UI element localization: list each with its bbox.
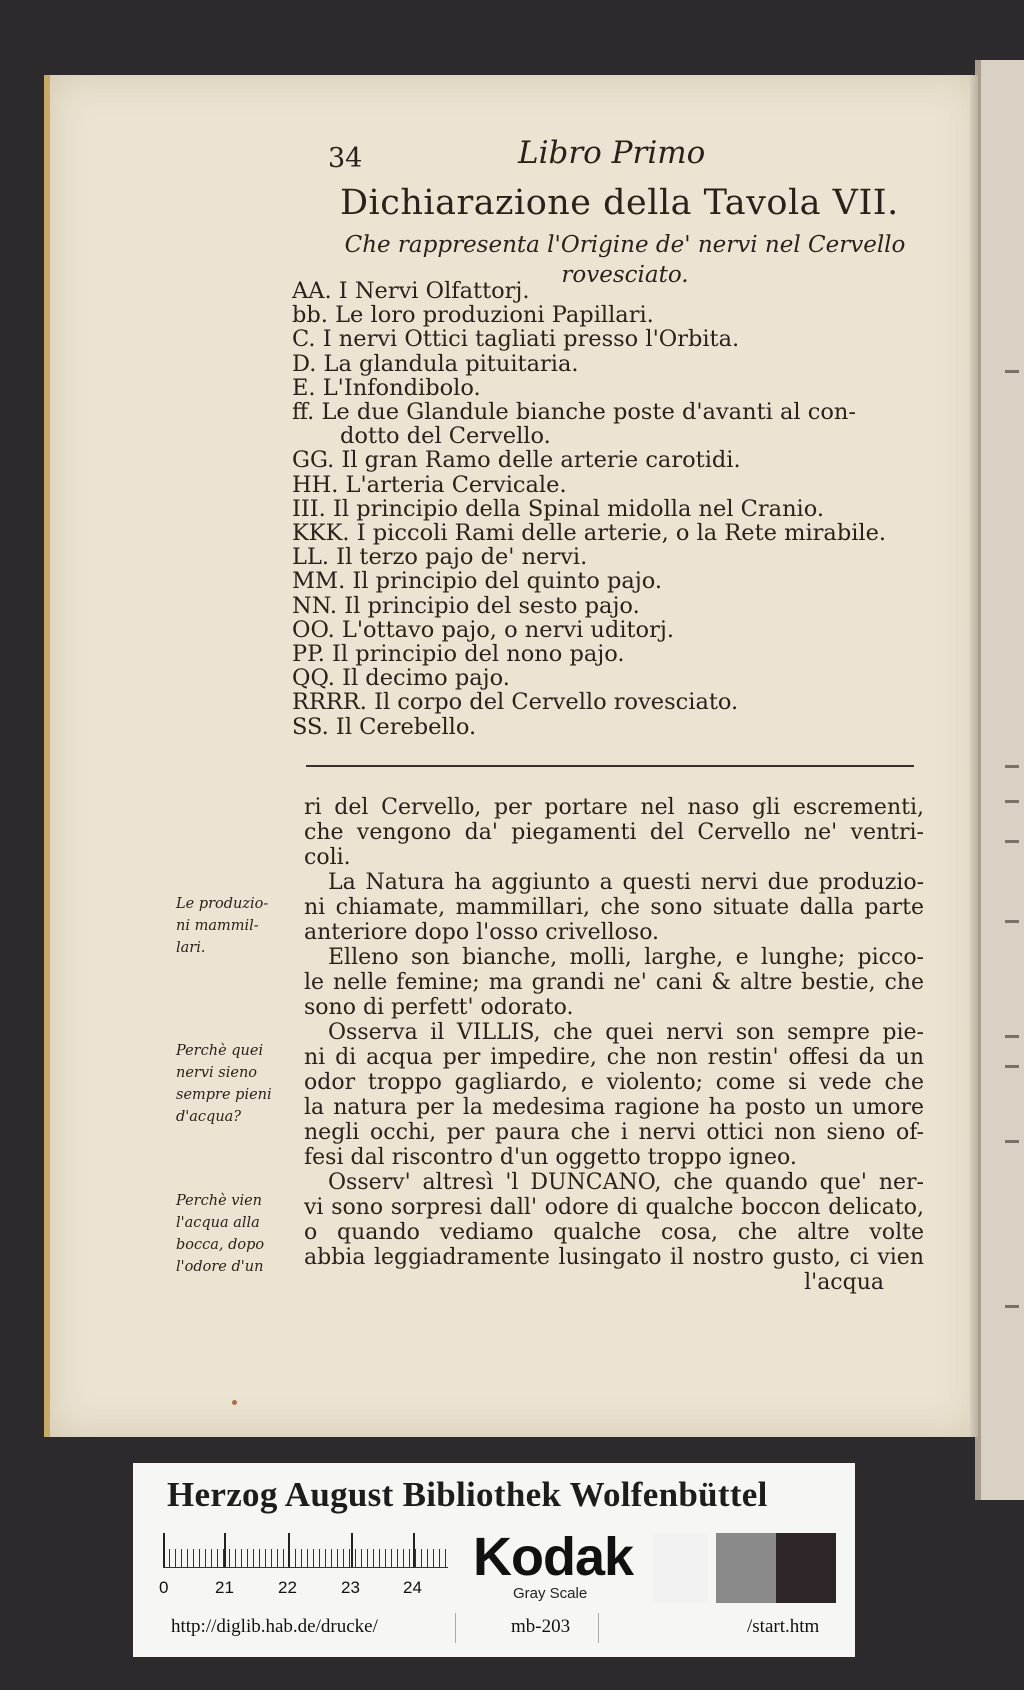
text-line: Osserva il VILLIS, che quei nervi son sempre pie- [328,1020,924,1045]
text-line: sono di perfett' odorato. [304,995,574,1020]
margin-note: Perchè vien l'acqua alla bocca, dopo l'odore d'un [176,1193,265,1275]
legend-item: AA. I Nervi Olfattorj. [292,278,530,304]
text-line: La Natura ha aggiunto a questi nervi due produzio- [328,870,924,895]
library-label: Herzog August Bibliothek Wolfenbüttel [167,1475,768,1514]
plate-subtitle: Che rappresenta l'Origine de' nervi nel Cervello rovesciato. [344,232,906,288]
ruler-label: 23 [341,1578,360,1597]
legend-item: MM. Il principio del quinto pajo. [292,568,663,595]
plate-title: Dichiarazione della Tavola VII. [340,183,899,223]
legend-item: bb. Le loro produzioni Papillari. [292,302,654,329]
text-line: anteriore dopo l'osso crivelloso. [304,920,660,945]
bleed-mark [1005,920,1019,923]
bleed-mark [1005,1035,1019,1038]
legend-item: C. I nervi Ottici tagliati presso l'Orbita. [292,326,740,353]
text-line: la natura per la medesima ragione ha posto un umore [304,1095,924,1120]
ruler-label: 22 [278,1578,297,1597]
text-line: odor troppo gagliardo, e violento; come si vede che [304,1070,924,1095]
legend-item: HH. L'arteria Cervicale. [292,471,567,498]
ruler-label: 24 [403,1578,422,1597]
legend-item: LL. Il terzo pajo de' nervi. [292,544,588,571]
text-line: Osserv' altresì 'l DUNCANO, che quando que' ner- [328,1170,924,1195]
ruler-tick [351,1533,353,1567]
legend-item: ff. Le due Glandule bianche poste d'avanti al con- [292,399,856,426]
text-line: coli. [304,845,351,870]
book-page [44,75,978,1437]
adjacent-page-edge [975,60,1024,1500]
ruler-tick [288,1533,290,1567]
legend-item: RRRR. Il corpo del Cervello rovesciato. [292,689,739,716]
legend-item: III. Il principio della Spinal midolla nel Cranio. [292,495,825,522]
page-header [50,135,978,175]
gray-patch-black [776,1533,836,1603]
divider [455,1613,456,1643]
ruler [159,1533,448,1597]
gray-patch-white [653,1533,708,1603]
shelfmark: mb-203 [511,1616,571,1637]
brand-logo: Kodak [473,1527,634,1587]
body-text [304,795,924,1295]
text-line: vi sono sorpresi dall' odore di qualche boccon delicato, [304,1195,924,1220]
legend-item: SS. Il Cerebello. [292,713,477,740]
text-line: fesi dal riscontro d'un oggetto troppo igneo. [304,1145,797,1170]
legend-item: NN. Il principio del sesto pajo. [292,592,640,619]
legend-item: KKK. I piccoli Rami delle arterie, o la Rete mirabile. [292,520,887,547]
text-line: ri del Cervello, per portare nel naso gli escrementi, [304,795,924,820]
ink-spot [232,1400,237,1405]
running-title: Libro Primo [518,135,706,171]
ruler-label: 0 [159,1578,169,1597]
url-right: /start.htm [747,1616,820,1637]
bleed-mark [1005,1140,1019,1143]
gray-patch-mid [716,1533,776,1603]
legend-item: E. L'Infondibolo. [292,374,481,401]
text-line: o quando vediamo qualche cosa, che altre volte [304,1220,924,1245]
catchword: l'acqua [804,1270,884,1295]
bleed-mark [1005,765,1019,768]
section-rule [306,765,914,767]
bleed-mark [1005,1065,1019,1068]
legend-item: dotto del Cervello. [340,423,551,450]
bleed-mark [1005,840,1019,843]
text-line: Elleno son bianche, molli, larghe, e lunghe; picco- [328,945,924,970]
ruler-tick [163,1533,165,1567]
plate-legend [292,279,972,739]
url-left: http://diglib.hab.de/drucke/ [171,1616,378,1637]
text-line: le nelle femine; ma grandi ne' cani & altre bestie, che [304,970,924,995]
bleed-mark [1005,1305,1019,1308]
legend-item: PP. Il principio del nono pajo. [292,641,625,668]
divider [598,1613,599,1643]
text-line: negli occhi, per paura che i nervi ottici non sieno of- [304,1120,924,1145]
ruler-tick [224,1533,226,1567]
margin-note: Perchè quei nervi sieno sempre pieni d'acqua? [176,1043,272,1125]
legend-item: GG. Il gran Ramo delle arterie carotidi. [292,447,741,474]
color-target-card [133,1463,855,1657]
text-line: abbia leggiadramente lusingato il nostro gusto, ci vien [304,1245,924,1270]
legend-item: OO. L'ottavo pajo, o nervi uditorj. [292,616,674,643]
ruler-tick [413,1533,415,1567]
bleed-mark [1005,800,1019,803]
ruler-scale [163,1533,448,1568]
text-line: che vengono da' piegamenti del Cervello ne' ventri- [304,820,924,845]
page-number: 34 [328,143,363,174]
legend-item: D. La glandula pituitaria. [292,350,579,377]
bleed-mark [1005,370,1019,373]
text-line: ni chiamate, mammillari, che sono situate dalla parte [304,895,924,920]
legend-item: QQ. Il decimo pajo. [292,665,510,692]
gray-scale-label: Gray Scale [513,1585,588,1602]
margin-note: Le produzio- ni mammil- lari. [176,896,269,956]
ruler-label: 21 [215,1578,234,1597]
text-line: ni di acqua per impedire, che non restin' offesi da un [304,1045,924,1070]
